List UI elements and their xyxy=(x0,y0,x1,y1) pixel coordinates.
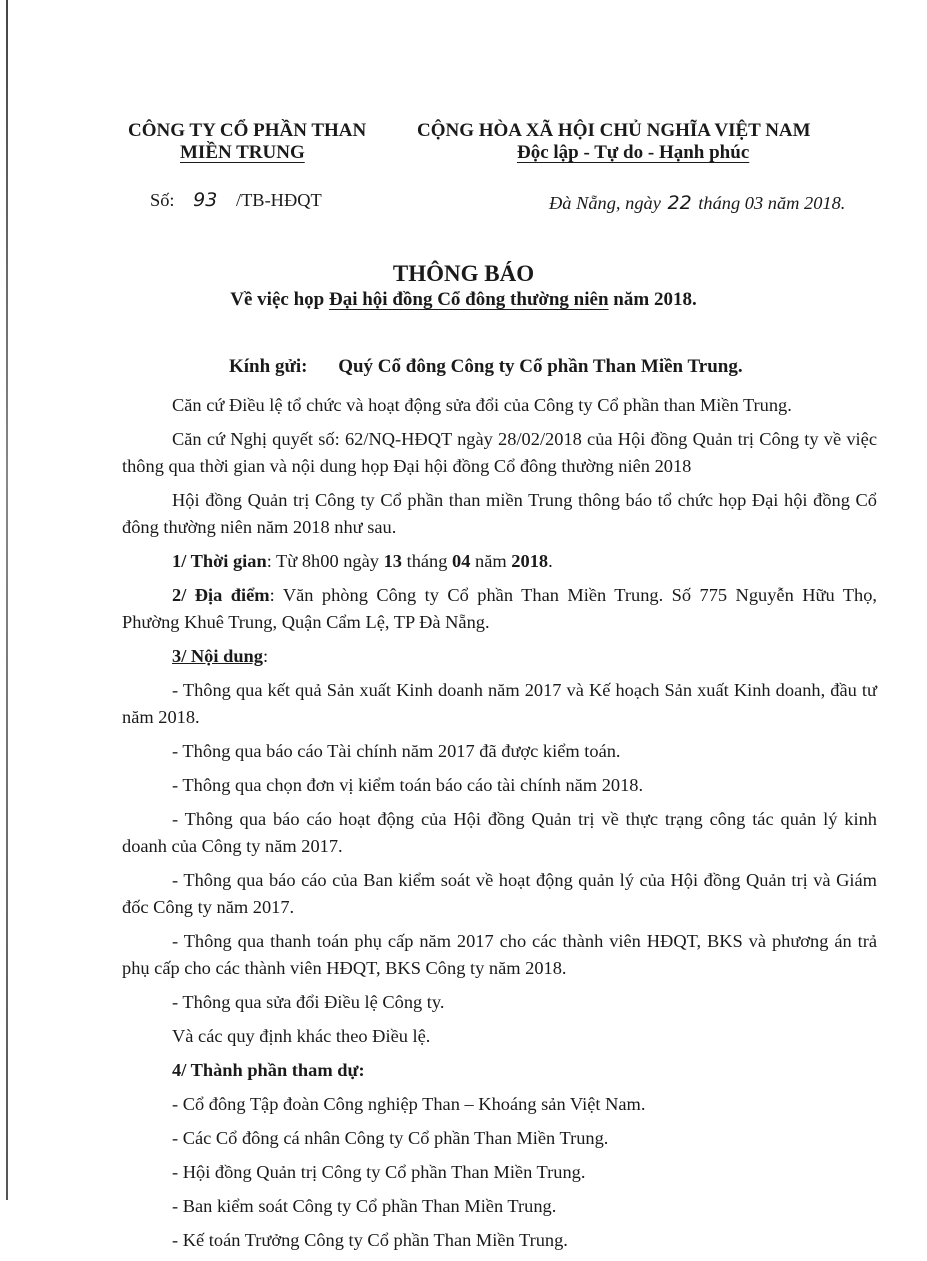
reference-number xyxy=(150,189,322,211)
agenda-item: - Thông qua báo cáo Tài chính năm 2017 đã được kiểm toán. xyxy=(172,741,621,761)
location-label: 2/ Địa điểm xyxy=(172,585,270,605)
national-motto: Độc lập - Tự do - Hạnh phúc xyxy=(517,142,750,163)
time-day: 13 xyxy=(383,551,402,571)
scan-edge-shadow xyxy=(6,0,8,1200)
recipient-label: Kính gửi: xyxy=(229,356,308,377)
attendee-item: - Ban kiểm soát Công ty Cổ phần Than Miền Trung. xyxy=(172,1196,557,1216)
agenda-label: 3/ Nội dung xyxy=(172,646,263,666)
document-subtitle xyxy=(0,289,927,311)
agenda-item: - Thông qua báo cáo của Ban kiểm soát về hoạt động quản lý của Hội đồng Quản trị và Giám đốc Công ty năm 2017. xyxy=(122,870,877,917)
location-text: : Văn phòng Công ty Cổ phần Than Miền Trung. Số 775 Nguyễn Hữu Thọ, Phường Khuê Trung, Quận Cẩm Lệ, TP Đà Nẵng. xyxy=(122,585,877,632)
meeting-time xyxy=(122,548,877,575)
paragraph-announcement: Hội đồng Quản trị Công ty Cổ phần than miền Trung thông báo tổ chức họp Đại hội đồng Cổ đông thường niên năm 2018 như sau. xyxy=(122,490,877,537)
ref-suffix: /TB-HĐQT xyxy=(235,190,322,210)
recipient-name: Quý Cổ đông Công ty Cổ phần Than Miền Trung. xyxy=(338,356,743,377)
ref-prefix: Số: xyxy=(150,190,175,210)
date-suffix: tháng 03 năm 2018. xyxy=(698,193,846,213)
recipient-line xyxy=(229,356,743,378)
subtitle-after: năm 2018. xyxy=(613,289,697,310)
agenda-label-end: : xyxy=(262,646,269,666)
subtitle-underlined: Đại hội đồng Cổ đông thường niên xyxy=(328,289,609,310)
agenda-item: Và các quy định khác theo Điều lệ. xyxy=(172,1026,431,1046)
time-year: 2018 xyxy=(511,551,549,571)
date-prefix: Đà Nẵng, ngày xyxy=(549,193,661,213)
time-text-month-prefix: tháng xyxy=(401,551,453,571)
republic-title: CỘNG HÒA XÃ HỘI CHỦ NGHĨA VIỆT NAM xyxy=(417,120,811,141)
attendee-item: - Kế toán Trưởng Công ty Cổ phần Than Miền Trung. xyxy=(172,1230,568,1250)
company-name-line1: CÔNG TY CỔ PHẦN THAN xyxy=(128,120,367,141)
attendee-item: - Hội đồng Quản trị Công ty Cổ phần Than Miền Trung. xyxy=(172,1162,586,1182)
attendee-item: - Cổ đông Tập đoàn Công nghiệp Than – Khoáng sản Việt Nam. xyxy=(172,1094,646,1114)
company-name-line2: MIỀN TRUNG xyxy=(180,142,305,163)
time-text: : Từ 8h00 ngày xyxy=(266,551,384,571)
paragraph-basis-resolution: Căn cứ Nghị quyết số: 62/NQ-HĐQT ngày 28/02/2018 của Hội đồng Quản trị Công ty về việc thông qua thời gian và nội dung họp Đại hội đồng Cổ đông thường niên 2018 xyxy=(122,429,877,476)
document-title: THÔNG BÁO xyxy=(392,261,535,286)
attendees-heading: 4/ Thành phần tham dự: xyxy=(172,1060,365,1080)
time-month: 04 xyxy=(452,551,471,571)
ref-number-handwritten: 93 xyxy=(193,189,218,211)
document-date xyxy=(549,192,845,214)
time-text-year-prefix: năm xyxy=(470,551,512,571)
meeting-location xyxy=(122,582,877,636)
document-body xyxy=(122,392,877,1261)
time-label: 1/ Thời gian xyxy=(172,551,267,571)
attendee-item: - Các Cổ đông cá nhân Công ty Cổ phần Than Miền Trung. xyxy=(172,1128,609,1148)
agenda-item: - Thông qua thanh toán phụ cấp năm 2017 cho các thành viên HĐQT, BKS và phương án trả phụ cấp cho các thành viên HĐQT, BKS Công ty năm 2018. xyxy=(122,931,877,978)
agenda-item: - Thông qua kết quả Sản xuất Kinh doanh năm 2017 và Kế hoạch Sản xuất Kinh doanh, đầu tư năm 2018. xyxy=(122,680,877,727)
time-end: . xyxy=(548,551,553,571)
agenda-item: - Thông qua chọn đơn vị kiểm toán báo cáo tài chính năm 2018. xyxy=(172,775,644,795)
paragraph-basis-charter: Căn cứ Điều lệ tổ chức và hoạt động sửa đổi của Công ty Cổ phần than Miền Trung. xyxy=(172,395,792,415)
agenda-item: - Thông qua báo cáo hoạt động của Hội đồng Quản trị về thực trạng công tác quản lý kinh doanh của Công ty năm 2017. xyxy=(122,809,877,856)
subtitle-before: Về việc họp xyxy=(230,289,325,310)
agenda-item: - Thông qua sửa đổi Điều lệ Công ty. xyxy=(172,992,445,1012)
agenda-heading xyxy=(122,643,877,670)
date-day-handwritten: 22 xyxy=(667,192,692,214)
